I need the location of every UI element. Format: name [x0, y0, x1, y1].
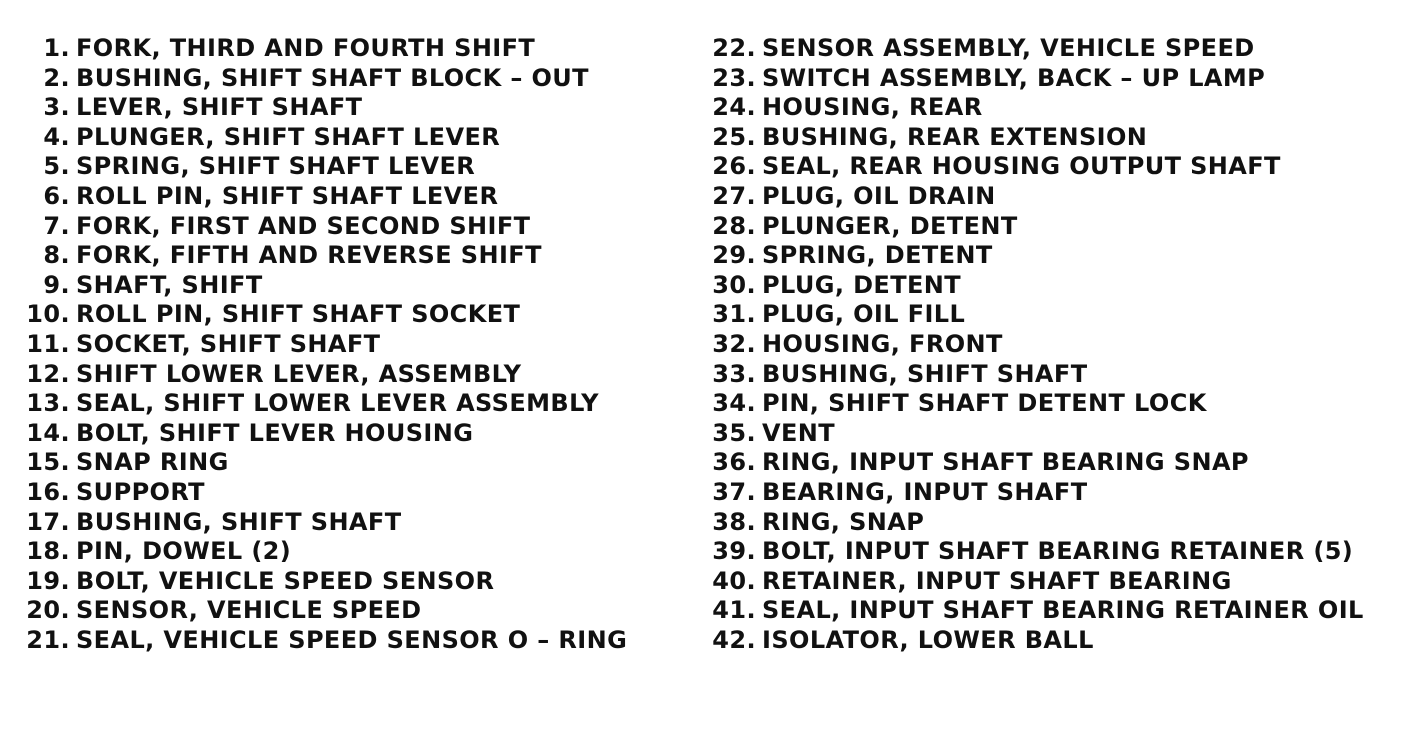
item-description: ROLL PIN, SHIFT SHAFT SOCKET	[76, 300, 521, 329]
item-number: 22.	[712, 34, 756, 62]
legend-item	[704, 34, 1414, 64]
item-number: 11.	[26, 329, 70, 358]
item-description: VENT	[762, 418, 836, 447]
legend-item	[704, 448, 1414, 478]
item-number: 30.	[712, 270, 756, 299]
legend-item	[18, 389, 678, 419]
legend-item	[704, 271, 1414, 301]
item-description: RING, SNAP	[762, 507, 925, 536]
legend-item	[18, 626, 678, 656]
legend-item	[18, 93, 678, 123]
item-number: 9.	[43, 270, 70, 299]
item-number: 31.	[712, 300, 756, 329]
item-description: SEAL, SHIFT LOWER LEVER ASSEMBLY	[76, 389, 599, 418]
item-number: 10.	[26, 300, 70, 329]
legend-item	[704, 241, 1414, 271]
legend-item	[18, 34, 678, 64]
item-description: BOLT, SHIFT LEVER HOUSING	[76, 418, 474, 447]
item-description: PIN, SHIFT SHAFT DETENT LOCK	[762, 389, 1207, 418]
item-description: SEAL, VEHICLE SPEED SENSOR O – RING	[76, 625, 628, 654]
item-number: 25.	[712, 122, 756, 151]
item-description: HOUSING, REAR	[762, 93, 983, 122]
item-description: BOLT, VEHICLE SPEED SENSOR	[76, 566, 495, 595]
item-number: 37.	[712, 477, 756, 506]
legend-item	[704, 330, 1414, 360]
legend-item	[704, 182, 1414, 212]
legend-item	[704, 152, 1414, 182]
item-description: SUPPORT	[76, 477, 205, 506]
item-description: PIN, DOWEL (2)	[76, 537, 292, 566]
item-number: 32.	[712, 329, 756, 358]
item-description: SEAL, REAR HOUSING OUTPUT SHAFT	[762, 152, 1281, 181]
item-description: ISOLATOR, LOWER BALL	[762, 625, 1094, 654]
item-number: 14.	[26, 418, 70, 447]
legend-item	[704, 300, 1414, 330]
legend-item	[18, 123, 678, 153]
item-description: SENSOR ASSEMBLY, VEHICLE SPEED	[762, 34, 1255, 62]
legend-item	[18, 182, 678, 212]
item-description: BOLT, INPUT SHAFT BEARING RETAINER (5)	[762, 537, 1354, 566]
legend-item	[704, 360, 1414, 390]
item-description: BUSHING, REAR EXTENSION	[762, 122, 1148, 151]
item-description: PLUG, OIL FILL	[762, 300, 966, 329]
item-number: 12.	[26, 359, 70, 388]
legend-right-column	[704, 34, 1414, 655]
item-number: 7.	[43, 211, 70, 240]
legend-item	[704, 212, 1414, 242]
item-description: PLUG, DETENT	[762, 270, 962, 299]
legend-left-column	[18, 34, 678, 655]
item-description: SHAFT, SHIFT	[76, 270, 263, 299]
item-number: 18.	[26, 537, 70, 566]
legend-item	[18, 212, 678, 242]
legend-item	[704, 419, 1414, 449]
item-description: RETAINER, INPUT SHAFT BEARING	[762, 566, 1232, 595]
legend-item	[18, 241, 678, 271]
legend-item	[18, 448, 678, 478]
item-description: SEAL, INPUT SHAFT BEARING RETAINER OIL	[762, 596, 1364, 625]
legend-item	[18, 271, 678, 301]
item-number: 33.	[712, 359, 756, 388]
legend-item	[18, 596, 678, 626]
item-number: 13.	[26, 389, 70, 418]
item-description: SWITCH ASSEMBLY, BACK – UP LAMP	[762, 63, 1266, 92]
item-number: 5.	[43, 152, 70, 181]
item-number: 1.	[43, 34, 70, 62]
item-number: 23.	[712, 63, 756, 92]
item-description: FORK, FIFTH AND REVERSE SHIFT	[76, 241, 542, 270]
legend-item	[18, 300, 678, 330]
item-description: PLUG, OIL DRAIN	[762, 181, 996, 210]
item-number: 24.	[712, 93, 756, 122]
item-description: PLUNGER, SHIFT SHAFT LEVER	[76, 122, 501, 151]
item-description: HOUSING, FRONT	[762, 329, 1003, 358]
item-number: 29.	[712, 241, 756, 270]
item-description: BUSHING, SHIFT SHAFT	[762, 359, 1088, 388]
item-description: SENSOR, VEHICLE SPEED	[76, 596, 422, 625]
item-number: 15.	[26, 448, 70, 477]
item-description: BUSHING, SHIFT SHAFT BLOCK – OUT	[76, 63, 589, 92]
legend-item	[18, 64, 678, 94]
item-number: 21.	[26, 625, 70, 654]
item-number: 42.	[712, 625, 756, 654]
item-number: 8.	[43, 241, 70, 270]
item-number: 28.	[712, 211, 756, 240]
legend-item	[18, 567, 678, 597]
item-number: 39.	[712, 537, 756, 566]
item-description: ROLL PIN, SHIFT SHAFT LEVER	[76, 181, 499, 210]
item-description: RING, INPUT SHAFT BEARING SNAP	[762, 448, 1249, 477]
item-number: 4.	[43, 122, 70, 151]
legend-item	[704, 389, 1414, 419]
legend-item	[704, 64, 1414, 94]
item-number: 2.	[43, 63, 70, 92]
legend-item	[704, 626, 1414, 656]
item-number: 3.	[43, 93, 70, 122]
legend-item	[704, 596, 1414, 626]
item-number: 36.	[712, 448, 756, 477]
legend-item	[18, 537, 678, 567]
item-description: LEVER, SHIFT SHAFT	[76, 93, 363, 122]
item-description: PLUNGER, DETENT	[762, 211, 1018, 240]
item-number: 27.	[712, 181, 756, 210]
legend-item	[704, 508, 1414, 538]
item-description: FORK, FIRST AND SECOND SHIFT	[76, 211, 531, 240]
item-description: BUSHING, SHIFT SHAFT	[76, 507, 402, 536]
item-number: 20.	[26, 596, 70, 625]
item-number: 41.	[712, 596, 756, 625]
item-number: 6.	[43, 181, 70, 210]
item-number: 17.	[26, 507, 70, 536]
item-description: BEARING, INPUT SHAFT	[762, 477, 1088, 506]
item-number: 34.	[712, 389, 756, 418]
legend-item	[18, 508, 678, 538]
legend-item	[18, 152, 678, 182]
item-description: FORK, THIRD AND FOURTH SHIFT	[76, 34, 536, 62]
item-description: SOCKET, SHIFT SHAFT	[76, 329, 381, 358]
item-number: 40.	[712, 566, 756, 595]
legend-item	[704, 567, 1414, 597]
parts-legend	[0, 34, 1424, 674]
item-number: 19.	[26, 566, 70, 595]
legend-item	[704, 93, 1414, 123]
item-number: 26.	[712, 152, 756, 181]
item-number: 38.	[712, 507, 756, 536]
legend-item	[704, 478, 1414, 508]
item-description: SHIFT LOWER LEVER, ASSEMBLY	[76, 359, 522, 388]
item-number: 35.	[712, 418, 756, 447]
legend-item	[704, 123, 1414, 153]
item-number: 16.	[26, 477, 70, 506]
item-description: SNAP RING	[76, 448, 229, 477]
legend-item	[18, 419, 678, 449]
legend-item	[704, 537, 1414, 567]
legend-item	[18, 330, 678, 360]
item-description: SPRING, DETENT	[762, 241, 993, 270]
legend-item	[18, 360, 678, 390]
item-description: SPRING, SHIFT SHAFT LEVER	[76, 152, 476, 181]
legend-item	[18, 478, 678, 508]
